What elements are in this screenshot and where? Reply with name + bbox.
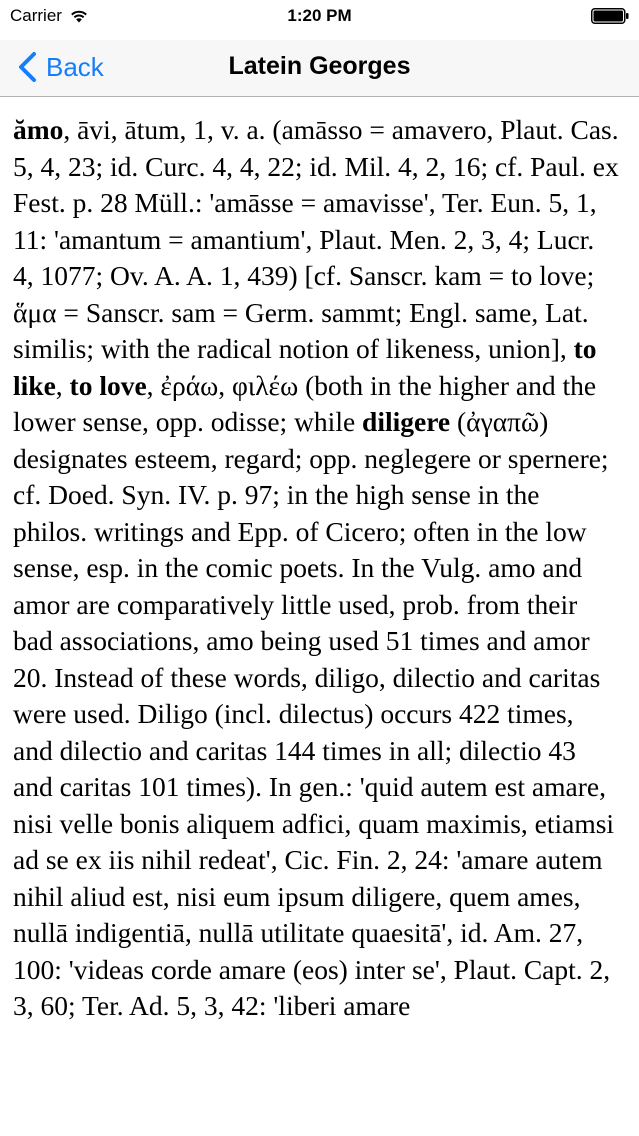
entry-bold-term: diligere bbox=[362, 406, 451, 437]
battery-icon bbox=[591, 8, 629, 24]
entry-text: , bbox=[55, 369, 70, 401]
back-label: Back bbox=[46, 51, 104, 82]
status-bar bbox=[0, 0, 639, 40]
page-title: Latein Georges bbox=[228, 52, 411, 80]
entry-text: , āvi, ātum, 1, v. a. (amāsso = amavero, Plaut. Cas. 5, 4, 23; id. Curc. 4, 4, 22; id. Mil. 4, 2, 16; cf. Paul. ex Fest. p. 28 Müll.: 'amāsse = amavisse', Ter. Eun. 5, 1, 11: 'amantum = amantium', Plaut. Men. 2, 3, 4; Lucr. 4, 1077; Ov. A. A. 1, 439) [cf. Sanscr. kam = to love; ἅμα = Sanscr. sam = Germ. sammt; Engl. same, Lat. similis; with the radical notion of likeness, union], bbox=[13, 114, 619, 364]
entry-headword: ămo bbox=[13, 114, 64, 145]
entry-text: (ἀγαπῶ) designates esteem, regard; opp. neglegere or spernere; cf. Doed. Syn. IV. p. 97; in the high sense in the philos. writings and Epp. of Cicero; often in the low sense, esp. in the comic poets. In the Vulg. amo and amor are comparatively little used, prob. from their bad associations, amo being used 51 times and amor 20. Instead of these words, diligo, dilectio and caritas were used. Diligo (incl. dilectus) occurs 422 times, and dilectio and caritas 144 times in all; dilectio 43 and caritas 101 times). In gen.: 'quid autem est amare, nisi velle bonis aliquem adfici, quam maximis, etiamsi ad se ex iis nihil redeat', Cic. Fin. 2, 24: 'amare autem nihil aliud est, nisi eum ipsum diligere, quem ames, nullā indigentiā, nullā utilitate quaesitā', id. Am. 27, 100: 'videas corde amare (eos) inter se', Plaut. Capt. 2, 3, 60; Ter. Ad. 5, 3, 42: 'liberi amare bbox=[13, 406, 615, 1021]
dictionary-entry bbox=[13, 112, 619, 1136]
status-time: 1:20 PM bbox=[287, 6, 352, 25]
entry-text: , ἐράω, φιλέω (both in the higher and the lower sense, opp. odisse; while bbox=[13, 369, 597, 437]
carrier-label: Carrier bbox=[10, 6, 62, 25]
entry-bold-sense: to like bbox=[13, 333, 597, 401]
navigation-bar bbox=[0, 40, 639, 97]
entry-bold-sense: to love bbox=[69, 369, 147, 401]
